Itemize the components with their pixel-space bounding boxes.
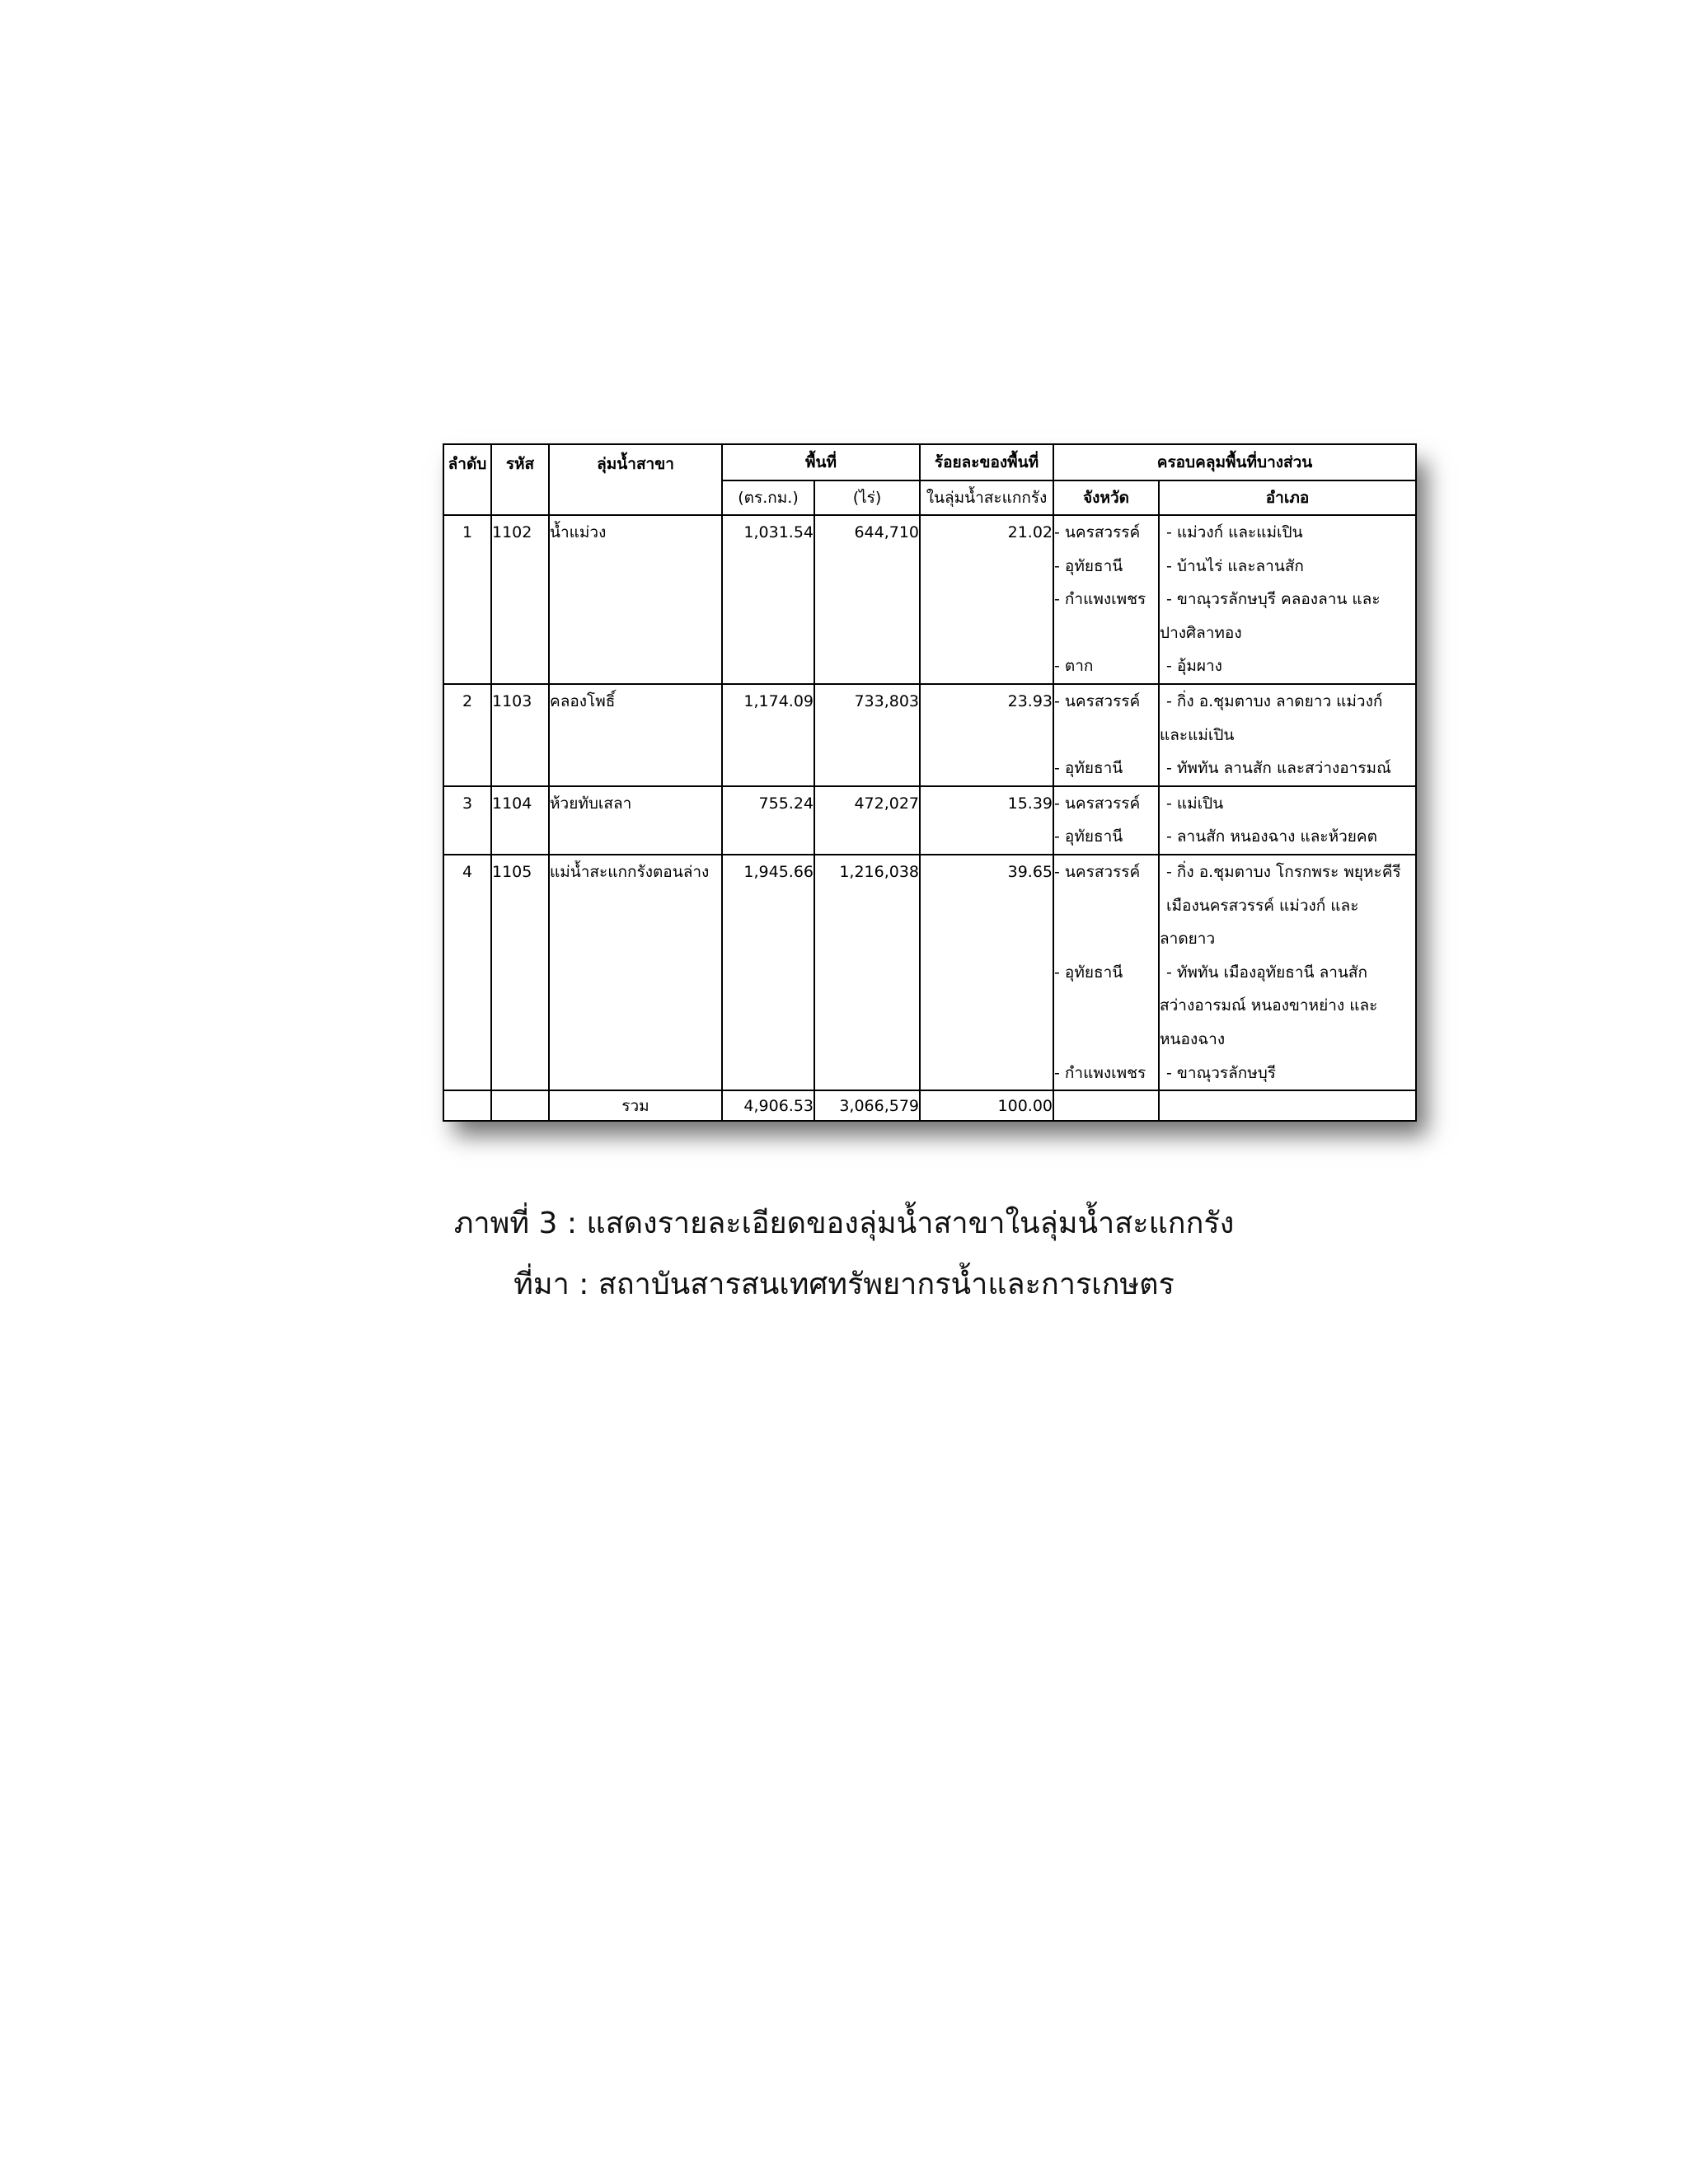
row-district: - กิ่ง อ.ชุมตาบง โกรกพระ พยุหะคีรี (1166, 862, 1401, 881)
row-area-rai: 472,027 (854, 794, 920, 813)
total-label: รวม (549, 1090, 722, 1121)
row-province: - นครสวรรค์ (1054, 692, 1141, 710)
row-percent: 21.02 (1007, 523, 1053, 541)
row-code: 1102 (492, 523, 532, 541)
header-province: จังหวัด (1053, 480, 1159, 515)
header-district: อำเภอ (1159, 480, 1416, 515)
header-percent-line1: ร้อยละของพื้นที่ (920, 444, 1053, 480)
row-district: - อุ้มผาง (1166, 657, 1222, 676)
row-basin: ห้วยทับเสลา (550, 794, 632, 813)
row-province (1054, 616, 1158, 650)
row-order: 4 (462, 862, 473, 881)
row-district: - ขาณุวรลักษบุรี (1166, 1063, 1277, 1082)
total-row (443, 1090, 1416, 1121)
total-area-km: 4,906.53 (722, 1090, 814, 1121)
row-province (1054, 989, 1158, 1023)
header-code: รหัส (491, 444, 549, 515)
row-district: ลาดยาว (1160, 930, 1216, 949)
row-code: 1103 (492, 692, 532, 710)
row-percent: 15.39 (1007, 794, 1053, 813)
header-basin: ลุ่มน้ำสาขา (549, 444, 722, 515)
row-basin: แม่น้ำสะแกกรังตอนล่าง (550, 862, 710, 881)
row-province: - กำแพงเพชร (1054, 590, 1146, 609)
total-area-rai: 3,066,579 (814, 1090, 920, 1121)
row-district: เมืองนครสวรรค์ แม่วงก์ และ (1166, 896, 1359, 915)
header-percent-line2: ในลุ่มน้ำสะแกกรัง (920, 480, 1053, 515)
row-area-km: 1,945.66 (743, 862, 814, 881)
header-order: ลำดับ (443, 444, 491, 515)
row-province: - อุทัยธานี (1054, 963, 1123, 982)
caption-title: ภาพที่ 3 : แสดงรายละเอียดของลุ่มน้ำสาขาในลุ่มน้ำสะแกกรัง (453, 1207, 1235, 1240)
header-coverage: ครอบคลุมพื้นที่บางส่วน (1053, 444, 1416, 480)
header-area-km: (ตร.กม.) (722, 480, 814, 515)
row-percent: 39.65 (1007, 862, 1053, 881)
row-order: 3 (462, 794, 473, 813)
row-code: 1105 (492, 862, 532, 881)
row-order: 1 (462, 523, 473, 541)
row-province: - อุทัยธานี (1054, 556, 1123, 575)
caption-source: ที่มา : สถาบันสารสนเทศทรัพยากรน้ำและการเกษตร (513, 1268, 1175, 1301)
row-district: - แม่วงก์ และแม่เปิน (1166, 523, 1303, 541)
row-district: - บ้านไร่ และลานสัก (1166, 556, 1304, 575)
row-district: สว่างอารมณ์ หนองขาหย่าง และ (1160, 996, 1378, 1015)
row-province: - อุทัยธานี (1054, 759, 1123, 778)
table-row (443, 786, 1416, 855)
row-province (1054, 922, 1158, 956)
header-area: พื้นที่ (722, 444, 920, 480)
row-district: - ทัพทัน ลานสัก และสว่างอารมณ์ (1166, 759, 1391, 778)
row-province: - ตาก (1054, 657, 1094, 676)
table-row (443, 855, 1416, 1090)
row-district: ปางศิลาทอง (1160, 623, 1242, 642)
row-province: - นครสวรรค์ (1054, 862, 1141, 881)
row-code: 1104 (492, 794, 532, 813)
row-district: หนองฉาง (1160, 1029, 1226, 1048)
row-basin: น้ำแม่วง (550, 523, 607, 541)
row-basin: คลองโพธิ์ (550, 692, 616, 710)
total-percent: 100.00 (920, 1090, 1053, 1121)
row-district: - ทัพทัน เมืองอุทัยธานี ลานสัก (1166, 963, 1367, 982)
row-province (1054, 719, 1158, 752)
table-row (443, 515, 1416, 684)
header-area-rai: (ไร่) (814, 480, 920, 515)
row-area-rai: 733,803 (854, 692, 920, 710)
row-province: - นครสวรรค์ (1054, 523, 1141, 541)
row-province: - อุทัยธานี (1054, 827, 1123, 846)
row-district: และแม่เปิน (1160, 725, 1235, 744)
row-area-rai: 1,216,038 (839, 862, 920, 881)
row-area-rai: 644,710 (854, 523, 920, 541)
row-province: - นครสวรรค์ (1054, 794, 1141, 813)
row-district: - ลานสัก หนองฉาง และห้วยคต (1166, 827, 1377, 846)
row-province (1054, 1023, 1158, 1057)
row-province: - กำแพงเพชร (1054, 1063, 1146, 1082)
row-area-km: 1,174.09 (743, 692, 814, 710)
row-order: 2 (462, 692, 473, 710)
row-area-km: 1,031.54 (743, 523, 814, 541)
row-area-km: 755.24 (758, 794, 814, 813)
figure-table-image (443, 443, 1415, 1118)
row-percent: 23.93 (1007, 692, 1053, 710)
figure-caption (0, 1193, 1688, 1315)
sub-basin-table (443, 443, 1417, 1122)
table-row (443, 684, 1416, 786)
row-province (1054, 889, 1158, 923)
row-district: - แม่เปิน (1166, 794, 1224, 813)
row-district: - กิ่ง อ.ชุมตาบง ลาดยาว แม่วงก์ (1166, 692, 1383, 710)
row-district: - ขาณุวรลักษบุรี คลองลาน และ (1166, 590, 1381, 609)
